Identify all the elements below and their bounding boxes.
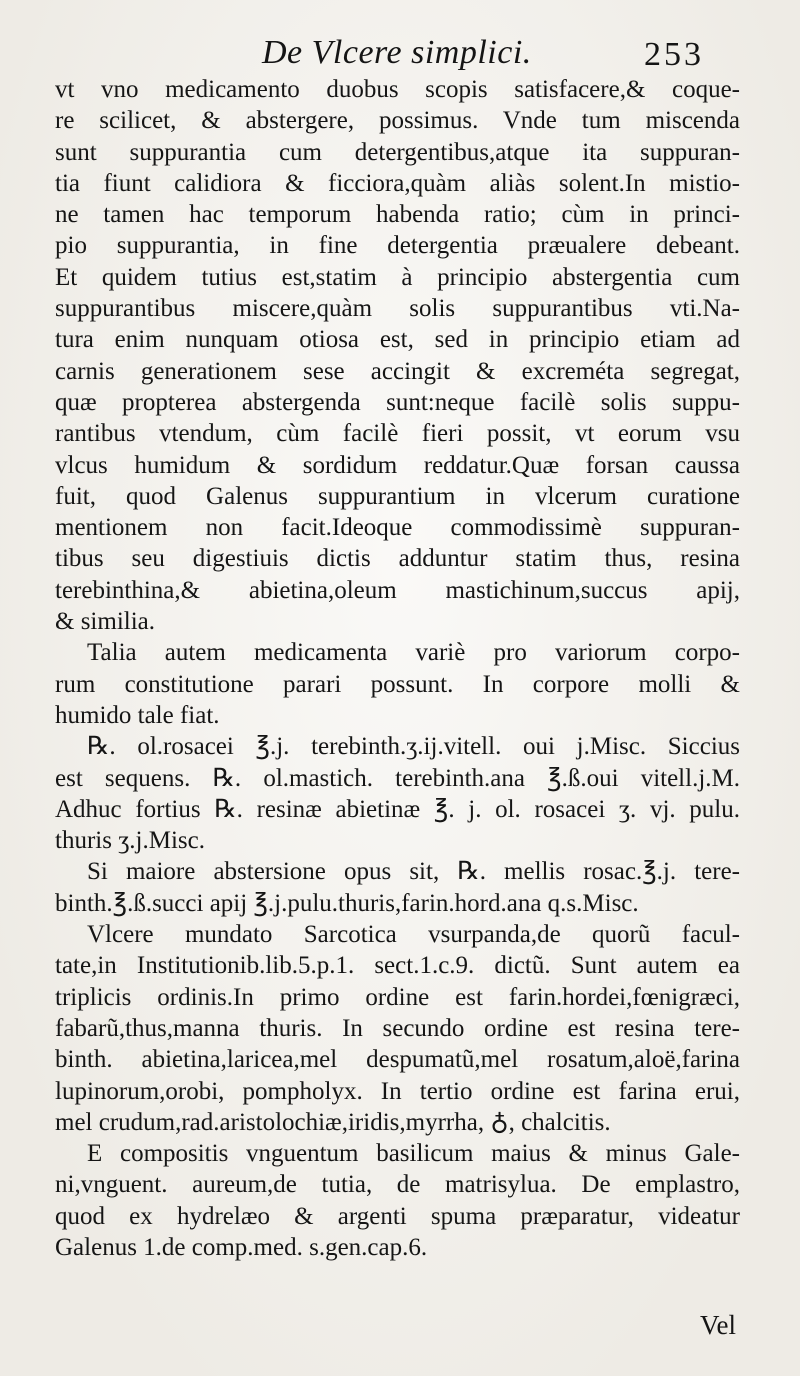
text-line: & similia. (55, 608, 155, 636)
text-line: triplicis ordinis.In primo ordine est farin.hordei,fœnigræci, (55, 983, 740, 1011)
paragraph-6 (55, 1138, 740, 1263)
text-line: tate,in Institutionib.lib.5.p.1. sect.1.c.9. dictũ. Sunt autem ea (55, 952, 740, 980)
text-line: lupinorum,orobi, pompholyx. In tertio ordine est farina erui, (55, 1077, 740, 1105)
text-line: fuit, quod Galenus suppurantium in vlcerum curatione (55, 482, 740, 510)
text-line: rantibus vtendum, cùm facilè fieri possit, vt eorum vsu (55, 420, 740, 448)
text-line: mentionem non facit.Ideoque commodissimè suppuran- (55, 514, 740, 542)
paragraph-2 (55, 637, 740, 731)
text-line: Si maiore abstersione opus sit, ℞. mellis rosac.℥.j. tere- (87, 858, 740, 886)
page-number: 253 (644, 36, 704, 73)
text-line: ℞. ol.rosacei ℥.j. terebinth.ʒ.ij.vitell. oui j.Misc. Siccius (87, 733, 740, 761)
text-line: Vlcere mundato Sarcotica vsurpanda,de quorũ facul- (87, 921, 740, 949)
text-line: Galenus 1.de comp.med. s.gen.cap.6. (55, 1233, 428, 1261)
text-line: ni,vnguent. aureum,de tutia, de matrisylua. De emplastro, (55, 1171, 740, 1199)
text-line: humido tale fiat. (55, 701, 220, 729)
text-line: terebinthina,& abietina,oleum mastichinum,succus apij, (55, 576, 740, 604)
text-line: tibus seu digestiuis dictis adduntur statim thus, resina (55, 545, 740, 573)
text-line: vt vno medicamento duobus scopis satisfacere,& coque- (55, 76, 740, 103)
text-line: binth. abietina,laricea,mel despumatũ,mel rosatum,aloë,farina (55, 1046, 740, 1074)
text-line: quæ propterea abstergenda sunt:neque facilè solis suppu- (55, 388, 740, 416)
text-line: suppurantibus miscere,quàm solis suppurantibus vti.Na- (55, 295, 740, 323)
recipe-paragraph (55, 731, 740, 856)
catchword: Vel (700, 1310, 736, 1340)
text-line: est sequens. ℞. ol.mastich. terebinth.ana ℥.ß.oui vitell.j.M. (55, 764, 740, 792)
text-line: re scilicet, & abstergere, possimus. Vnde tum miscenda (55, 107, 740, 135)
text-line: Et quidem tutius est,statim à principio abstergentia cum (55, 263, 740, 291)
text-line: binth.℥.ß.succi apij ℥.j.pulu.thuris,farin.hord.ana q.s.Misc. (55, 889, 639, 917)
text-line: thuris ʒ.j.Misc. (55, 827, 205, 855)
text-line: tura enim nunquam otiosa est, sed in principio etiam ad (55, 326, 740, 354)
page-body (55, 74, 740, 1263)
running-title: De Vlcere simplici. (262, 34, 532, 71)
paragraph-1 (55, 74, 740, 637)
text-line: E compositis vnguentum basilicum maius & minus Gale- (87, 1140, 740, 1168)
text-line: vlcus humidum & sordidum reddatur.Quæ forsan caussa (55, 451, 740, 479)
text-line: carnis generationem sese accingit & excreméta segregat, (55, 357, 740, 385)
text-line: Talia autem medicamenta variè pro variorum corpo- (87, 639, 740, 667)
paragraph-5 (55, 919, 740, 1138)
text-line: quod ex hydrelæo & argenti spuma præparatur, videatur (55, 1202, 740, 1230)
text-line: sunt suppurantia cum detergentibus,atque ita suppuran- (55, 138, 740, 166)
text-line: ne tamen hac temporum habenda ratio; cùm in princi- (55, 201, 740, 229)
paragraph-4 (55, 856, 740, 919)
text-line: rum constitutione parari possunt. In corpore molli & (55, 670, 740, 698)
text-line: tia fiunt calidiora & ficciora,quàm aliàs solent.In mistio- (55, 169, 740, 197)
text-line: fabarũ,thus,manna thuris. In secundo ordine est resina tere- (55, 1014, 740, 1042)
text-line: Adhuc fortius ℞. resinæ abietinæ ℥. j. ol. rosacei ʒ. vj. pulu. (55, 795, 740, 823)
text-line: mel crudum,rad.aristolochiæ,iridis,myrrha, ♁, chalcitis. (55, 1108, 611, 1136)
text-line: pio suppurantia, in fine detergentia præualere debeant. (55, 232, 740, 260)
